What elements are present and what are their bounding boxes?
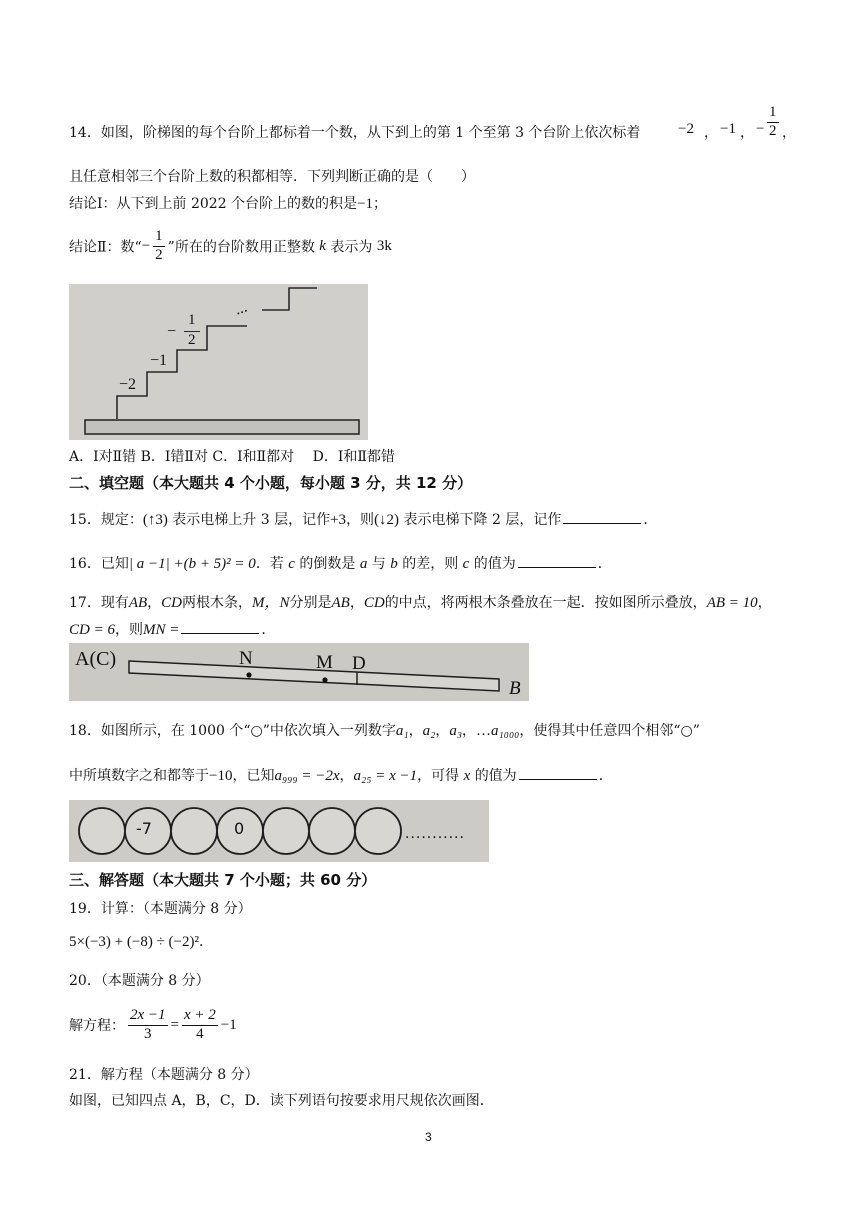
fig-label-d: D bbox=[352, 653, 366, 674]
q17-comma: ， bbox=[147, 595, 162, 611]
q15-end: ． bbox=[643, 512, 658, 528]
q15-answer-blank[interactable] bbox=[563, 511, 641, 524]
stair-label-2: −1 bbox=[150, 352, 168, 369]
q14-value-1: −2 bbox=[678, 121, 694, 137]
q14-sep-1: ， bbox=[704, 125, 718, 141]
q18-text-3: 中所填数字之和都等于 bbox=[69, 768, 209, 784]
circle-5 bbox=[263, 808, 309, 854]
q16-expression: | a −1| +(b + 5)² = 0 bbox=[128, 556, 256, 572]
q14-value-2: −1 bbox=[720, 121, 736, 137]
q17-text-4: 的中点，将两根木条叠放在一起．按如图所示叠放， bbox=[384, 595, 707, 611]
stair-top-step bbox=[262, 288, 317, 310]
q14-conclusion-1-text: 结论Ⅰ：从下到上前 2022 个台阶上的数的积是 bbox=[69, 196, 358, 212]
stair-dots: ... bbox=[232, 298, 250, 319]
q14-frac-sign: − bbox=[756, 121, 765, 137]
q20-fraction-left bbox=[128, 1008, 168, 1043]
q14-conclusion-2-text: 结论Ⅱ：数“ bbox=[69, 239, 142, 256]
q18-line1: 18．如图所示，在 1000 个“○”中依次填入一列数字a₁，a₂，a₃，…a₁₀₀₀，使得其中任意四个相邻“○” bbox=[69, 723, 700, 739]
q20-den-2: 4 bbox=[196, 1025, 204, 1042]
staircase-figure bbox=[69, 284, 368, 440]
q17-cd-2: CD bbox=[363, 595, 385, 611]
circles-figure bbox=[69, 800, 489, 862]
q14-line1 bbox=[69, 104, 796, 155]
wood-sticks-drawing bbox=[69, 643, 529, 701]
q16-text-4: 的差，则 bbox=[402, 556, 459, 572]
q17-cd: CD bbox=[161, 595, 182, 611]
q17-ab-2: AB bbox=[331, 595, 350, 611]
q18-a1000: a₁₀₀₀ bbox=[491, 723, 520, 739]
circle-3 bbox=[171, 808, 217, 854]
q18-x: x bbox=[463, 768, 471, 784]
q15-plus3: +3 bbox=[330, 512, 347, 528]
q16-c-2: c bbox=[462, 556, 470, 572]
q15-text-3: 表示电梯下降 2 层，记作 bbox=[403, 512, 562, 528]
q17-line1 bbox=[69, 591, 772, 612]
q18-dots: … bbox=[476, 723, 492, 739]
q17-end: ． bbox=[261, 622, 276, 638]
q15-up: (↑3) bbox=[142, 512, 168, 528]
q20-tail: −1 bbox=[220, 1016, 237, 1033]
q19-end: ． bbox=[199, 934, 213, 950]
q14-text: 14．如图，阶梯图的每个台阶上都标着一个数，从下到上的第 1 个至第 3 个台阶上依次标着 bbox=[69, 125, 641, 141]
fig-label-ac: A(C) bbox=[75, 648, 117, 670]
q20-equation bbox=[69, 1003, 237, 1047]
stair-label-3-num: 1 bbox=[188, 312, 196, 328]
q20-num-1: 2x −1 bbox=[128, 1008, 168, 1026]
point-n bbox=[246, 672, 251, 677]
q18-text-5: ，可得 bbox=[417, 768, 460, 784]
q16-a: a bbox=[359, 556, 368, 572]
q20-equals: = bbox=[170, 1016, 179, 1033]
q16-text-3: 与 bbox=[371, 556, 386, 572]
page-number: 3 bbox=[425, 1130, 432, 1144]
q19-title: 19．计算：（本题满分 8 分） bbox=[69, 901, 252, 917]
q14-c2-3k: 3k bbox=[376, 237, 392, 254]
fig-label-m: M bbox=[316, 652, 333, 673]
stick-ab bbox=[129, 661, 499, 691]
q17-mn: M，N bbox=[252, 595, 290, 611]
q20-den-1: 3 bbox=[144, 1025, 152, 1042]
q14-c2-sign: − bbox=[141, 237, 151, 254]
q14-conclusion-1-value: −1 bbox=[357, 196, 374, 212]
q21-title: 21．解方程（本题满分 8 分） bbox=[69, 1067, 259, 1083]
q15-text-2: ，则 bbox=[346, 512, 375, 528]
q20-fraction-right bbox=[182, 1008, 218, 1043]
q18-text-4: ，已知 bbox=[232, 768, 275, 784]
q17-line2 bbox=[69, 619, 275, 639]
q17-text-2: 分别是 bbox=[289, 595, 332, 611]
q16-b: b bbox=[390, 556, 398, 572]
q14-frac-den: 2 bbox=[769, 122, 777, 139]
q20-prefix: 解方程： bbox=[69, 1018, 125, 1034]
q14-line1-end: ， bbox=[782, 125, 796, 141]
q15 bbox=[69, 509, 657, 529]
q18-end: ． bbox=[598, 768, 613, 784]
q14-options: A．Ⅰ对Ⅱ错 B．Ⅰ错Ⅱ对 C．Ⅰ和Ⅱ都对 D．Ⅰ和Ⅱ都错 bbox=[69, 449, 395, 465]
circle-value-minus7: -7 bbox=[136, 819, 152, 838]
q17-prefix: 17．现有 bbox=[69, 595, 129, 611]
q18-a25: a₂₅ = x −1 bbox=[353, 768, 418, 784]
q14-c2-suffix: ”所在的台阶数用正整数 bbox=[167, 239, 315, 256]
q16-text-5: 的值为 bbox=[473, 556, 516, 572]
q18-a999: a₉₉₉ = −2x bbox=[274, 768, 340, 784]
q21-line: 如图，已知四点 A，B，C，D．读下列语句按要求用尺规依次画图． bbox=[69, 1093, 494, 1109]
stair-base bbox=[85, 420, 359, 434]
q18-text-1: 18．如图所示，在 1000 个“○”中依次填入一列数字 bbox=[69, 723, 396, 739]
q17-ab: AB bbox=[128, 595, 148, 611]
q14-conclusion-1 bbox=[69, 193, 387, 213]
q14-c2-mid: 表示为 bbox=[330, 239, 373, 256]
q16-end: ． bbox=[597, 556, 612, 572]
q17-text-1: 两根木条， bbox=[182, 595, 252, 611]
fig-label-n: N bbox=[239, 648, 253, 669]
q14-conclusion-1-end: ； bbox=[373, 196, 388, 212]
q14-c2-fraction bbox=[153, 229, 165, 264]
q14-conclusion-2 bbox=[69, 229, 392, 273]
q14-c2-num: 1 bbox=[153, 229, 165, 247]
circles-continuation: ........... bbox=[405, 826, 465, 842]
q14-frac-num: 1 bbox=[767, 105, 779, 123]
wood-sticks-figure bbox=[69, 643, 529, 701]
circle-6 bbox=[309, 808, 355, 854]
q18-a2: a₂ bbox=[422, 723, 436, 739]
section-3-title: 三、解答题（本大题共 7 个小题；共 60 分） bbox=[69, 871, 377, 889]
q17-text-3: ， bbox=[349, 595, 364, 611]
q16-text-1: ．若 bbox=[255, 556, 284, 572]
q18-answer-blank[interactable] bbox=[519, 767, 597, 780]
q14-fraction bbox=[767, 105, 779, 140]
q16-prefix: 16．已知 bbox=[69, 556, 129, 572]
q17-mn-eq: MN = bbox=[142, 622, 180, 638]
stair-label-1: −2 bbox=[119, 376, 137, 393]
section-2-title: 二、填空题（本大题共 4 个小题，每小题 3 分，共 12 分） bbox=[69, 474, 473, 492]
q15-down: (↓2) bbox=[374, 512, 400, 528]
circle-value-0: 0 bbox=[234, 819, 245, 838]
q20-title: 20．（本题满分 8 分） bbox=[69, 973, 210, 989]
q16-c: c bbox=[288, 556, 295, 572]
q20-num-2: x + 2 bbox=[182, 1008, 218, 1026]
q14-line2: 且任意相邻三个台阶上数的积都相等．下列判断正确的是（ ） bbox=[69, 169, 475, 185]
q16-answer-blank[interactable] bbox=[518, 555, 596, 568]
q18-minus10: −10 bbox=[209, 768, 233, 784]
q14-sep-2: ， bbox=[740, 125, 754, 141]
circle-1 bbox=[79, 808, 125, 854]
stair-steps bbox=[117, 326, 247, 419]
fig-label-b: B bbox=[509, 678, 521, 699]
q15-prefix: 15．规定： bbox=[69, 512, 143, 528]
q14-c2-den: 2 bbox=[155, 246, 163, 263]
q17-text-5: ，则 bbox=[114, 622, 143, 638]
stair-label-3-den: 2 bbox=[188, 332, 196, 348]
q18-line2: 中所填数字之和都等于−10，已知a₉₉₉ = −2x，a₂₅ = x −1，可得 x 的值为 ． bbox=[69, 768, 613, 784]
q18-a3: a₃ bbox=[449, 723, 463, 739]
q17-comma-2: ， bbox=[757, 595, 772, 611]
q15-text-1: 表示电梯上升 3 层，记作 bbox=[172, 512, 331, 528]
circle-7 bbox=[355, 808, 401, 854]
stair-label-3-sign: − bbox=[167, 323, 177, 340]
q16-text-2: 的倒数是 bbox=[299, 556, 356, 572]
q18-a1: a₁ bbox=[395, 723, 409, 739]
staircase-drawing bbox=[69, 284, 368, 440]
q17-answer-blank[interactable] bbox=[181, 621, 259, 634]
q17-cd-eq: CD = 6 bbox=[69, 622, 115, 638]
q14-c2-k: k bbox=[319, 237, 326, 254]
point-m bbox=[322, 677, 327, 682]
q19-expression-line bbox=[69, 931, 213, 951]
q19-expression: 5×(−3) + (−8) ÷ (−2)² bbox=[69, 934, 199, 950]
q18-text-2: ，使得其中任意四个相邻“○” bbox=[519, 723, 700, 739]
q17-ab-eq: AB = 10 bbox=[706, 595, 758, 611]
q16 bbox=[69, 553, 612, 573]
q18-text-6: 的值为 bbox=[474, 768, 517, 784]
